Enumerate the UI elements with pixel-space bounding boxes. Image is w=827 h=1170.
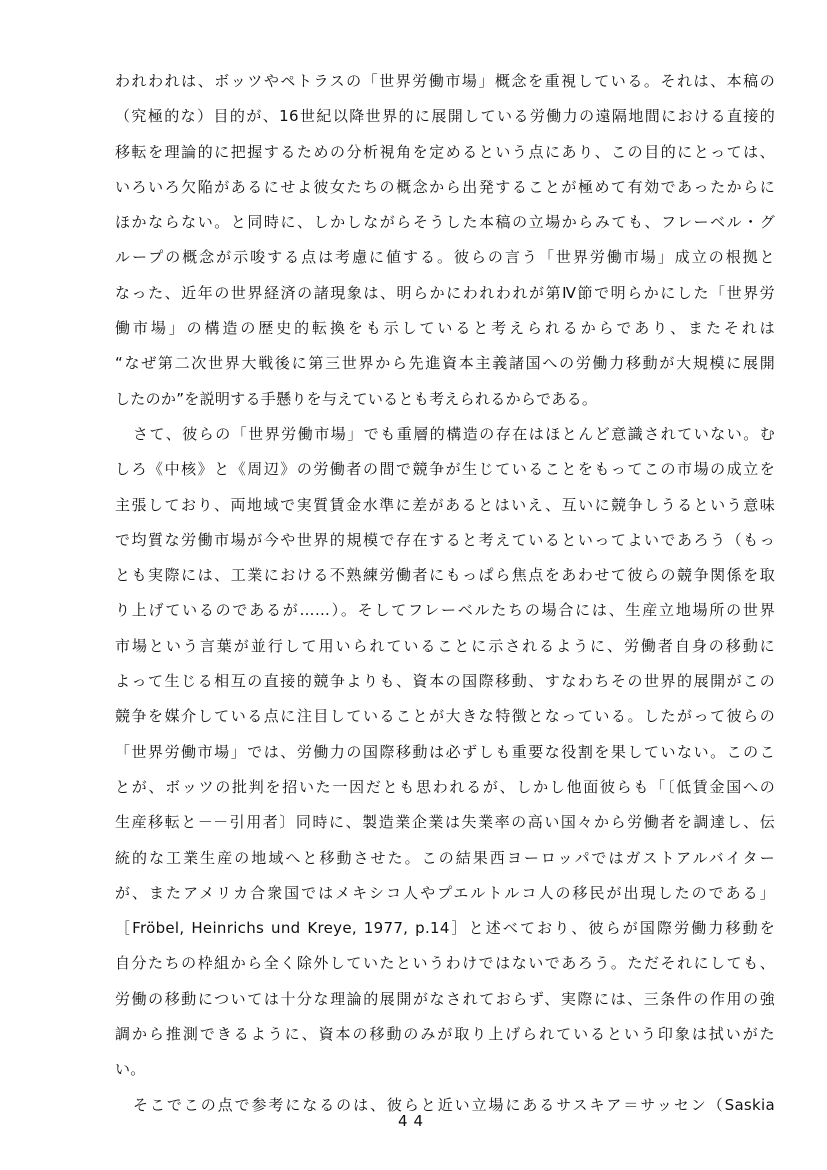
text-line: いろいろ欠陥があるにせよ彼女たちの概念から出発することが極めて有効であったからに	[115, 177, 775, 196]
page-number: 44	[397, 1112, 430, 1130]
text-line: い。	[115, 1060, 146, 1079]
paragraph-start-line: さて、彼らの「世界労働市場」でも重層的構造の存在はほとんど意識されていない。む	[133, 424, 775, 443]
text-line: 自分たちの枠組から全く除外していたというわけではないであろう。ただそれにしても、	[115, 954, 775, 973]
text-line: 働市場」の構造の歴史的転換をも示していると考えられるからであり、またそれは	[115, 319, 775, 338]
text-line: 「世界労働市場」では、労働力の国際移動は必ずしも重要な役割を果していない。このこ	[115, 742, 775, 761]
text-line: 移転を理論的に把握するための分析視角を定めるという点にあり、この目的にとっては、	[115, 142, 775, 161]
text-line: 市場という言葉が並行して用いられていることに示されるように、労働者自身の移動に	[115, 636, 775, 655]
text-line: が、またアメリカ合衆国ではメキシコ人やプエルトルコ人の移民が出現したのである」	[115, 883, 775, 902]
text-line: 主張しており、両地域で実質賃金水準に差があるとはいえ、互いに競争しうるという意味	[115, 495, 775, 514]
text-line: よって生じる相互の直接的競争よりも、資本の国際移動、すなわちその世界的展開がこの	[115, 672, 775, 691]
text-line: ループの概念が示唆する点は考慮に値する。彼らの言う「世界労働市場」成立の根拠と	[115, 248, 775, 267]
text-line: しろ《中核》と《周辺》の労働者の間で競争が生じていることをもってこの市場の成立を	[115, 460, 775, 479]
paragraph-start-line: そこでこの点で参考になるのは、彼らと近い立場にあるサスキア＝サッセン（Saskia	[133, 1095, 775, 1114]
body-text	[115, 64, 775, 1123]
text-line: 生産移転と－－引用者〕同時に、製造業企業は失業率の高い国々から労働者を調達し、伝	[115, 813, 775, 832]
text-line: “なぜ第二次世界大戦後に第三世界から先進資本主義諸国への労働力移動が大規模に展開	[115, 354, 775, 373]
text-line: なった、近年の世界経済の諸現象は、明らかにわれわれが第Ⅳ節で明らかにした「世界労	[115, 283, 775, 302]
text-line: で均質な労働市場が今や世界的規模で存在すると考えているといってよいであろう（もっ	[115, 530, 775, 549]
text-line: したのか”を説明する手懸りを与えているとも考えられるからである。	[115, 389, 598, 408]
text-line: 調から推測できるように、資本の移動のみが取り上げられているという印象は拭いがた	[115, 1025, 775, 1044]
text-line: （究極的な）目的が、16世紀以降世界的に展開している労働力の遠隔地間における直接的	[115, 107, 775, 126]
text-line: 統的な工業生産の地域へと移動させた。この結果西ヨーロッパではガストアルバイター	[115, 848, 775, 867]
text-line: われわれは、ボッツやペトラスの「世界労働市場」概念を重視している。それは、本稿の	[115, 72, 775, 90]
text-line: とも実際には、工業における不熟練労働者にもっぱら焦点をあわせて彼らの競争関係を取	[115, 566, 775, 585]
text-line: り上げているのであるが……）。そしてフレーベルたちの場合には、生産立地場所の世界	[115, 601, 775, 620]
text-line: 労働の移動については十分な理論的展開がなされておらず、実際には、三条件の作用の強	[115, 989, 775, 1008]
citation-line: ［Fröbel, Heinrichs und Kreye, 1977, p.14］と述べており、彼らが国際労働力移動を	[115, 919, 775, 938]
text-line: 競争を媒介している点に注目していることが大きな特徴となっている。したがって彼らの	[115, 707, 775, 726]
text-line: ほかならない。と同時に、しかしながらそうした本稿の立場からみても、フレーベル・グ	[115, 213, 775, 232]
text-line: とが、ボッツの批判を招いた一因だとも思われるが、しかし他面彼らも「〔低賃金国への	[115, 777, 775, 796]
